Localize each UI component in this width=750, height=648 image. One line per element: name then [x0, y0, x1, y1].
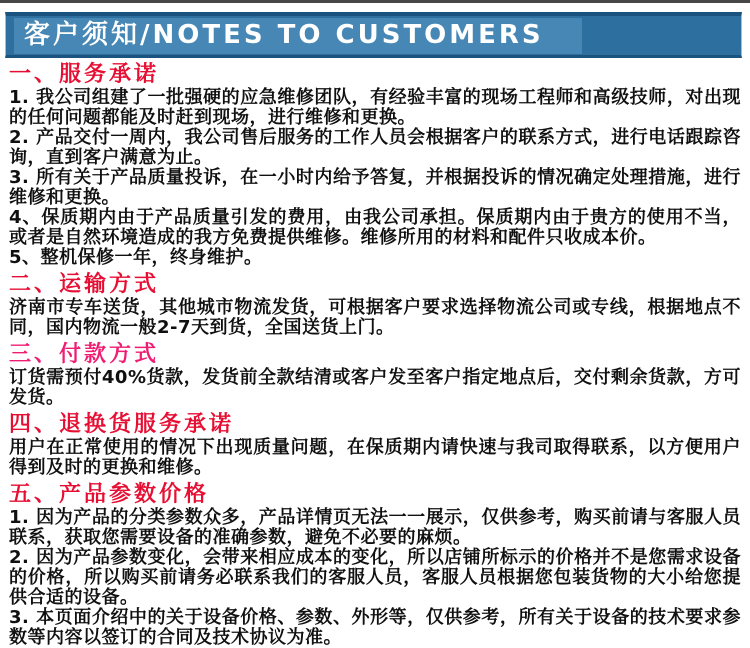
top-divider [0, 0, 750, 3]
section-shipping-method [9, 273, 741, 338]
section-paragraph: 2. 因为产品参数变化，会带来相应成本的变化，所以店铺所标示的价格并不是您需求设备的价格，所以购买前请务必联系我们的客服人员，客服人员根据您包装货物的大小给您提供合适的设备。 [9, 547, 741, 608]
section-product-parameters-price [9, 483, 741, 648]
notes-content [0, 63, 750, 648]
banner-title: 客户须知/NOTES TO CUSTOMERS [14, 18, 582, 54]
section-heading: 三、付款方式 [9, 342, 160, 367]
section-paragraph: 5、整机保修一年，终身维护。 [9, 247, 263, 268]
section-paragraph: 1. 因为产品的分类参数众多，产品详情页无法一一展示，仅供参考，购买前请与客服人员联系，获取您需要设备的准确参数，避免不必要的麻烦。 [9, 507, 741, 548]
notes-banner [5, 12, 742, 58]
section-heading: 五、产品参数价格 [9, 482, 210, 507]
section-paragraph: 用户在正常使用的情况下出现质量问题，在保质期内请快速与我司取得联系，以方便用户得到及时的更换和维修。 [9, 437, 741, 478]
section-heading: 一、服务承诺 [9, 62, 160, 87]
section-payment-method [9, 343, 741, 408]
section-paragraph: 3. 本页面介绍中的关于设备价格、参数、外形等，仅供参考，所有关于设备的技术要求参数等内容以签订的合同及技术协议为准。 [9, 607, 741, 648]
section-paragraph: 济南市专车送货，其他城市物流发货，可根据客户要求选择物流公司或专线，根据地点不同，国内物流一般2-7天到货，全国送货上门。 [9, 297, 741, 338]
section-paragraph: 1. 我公司组建了一批强硬的应急维修团队，有经验丰富的现场工程师和高级技师，对出现的任何问题都能及时赶到现场，进行维修和更换。 [9, 87, 741, 128]
section-heading: 四、退换货服务承诺 [9, 412, 235, 437]
section-paragraph: 4、保质期内由于产品质量引发的费用，由我公司承担。保质期内由于贵方的使用不当，或者是自然环境造成的我方免费提供维修。维修所用的材料和配件只收成本价。 [9, 207, 741, 248]
section-paragraph: 3. 所有关于产品质量投诉，在一小时内给予答复，并根据投诉的情况确定处理措施，进行维修和更换。 [9, 167, 741, 208]
section-return-exchange [9, 413, 741, 478]
section-paragraph: 订货需预付40%货款，发货前全款结清或客户发至客户指定地点后，交付剩余货款，方可发货。 [9, 367, 741, 408]
section-paragraph: 2. 产品交付一周内，我公司售后服务的工作人员会根据客户的联系方式，进行电话跟踪咨询，直到客户满意为止。 [9, 127, 741, 168]
section-service-promise [9, 63, 741, 268]
section-heading: 二、运输方式 [9, 272, 160, 297]
